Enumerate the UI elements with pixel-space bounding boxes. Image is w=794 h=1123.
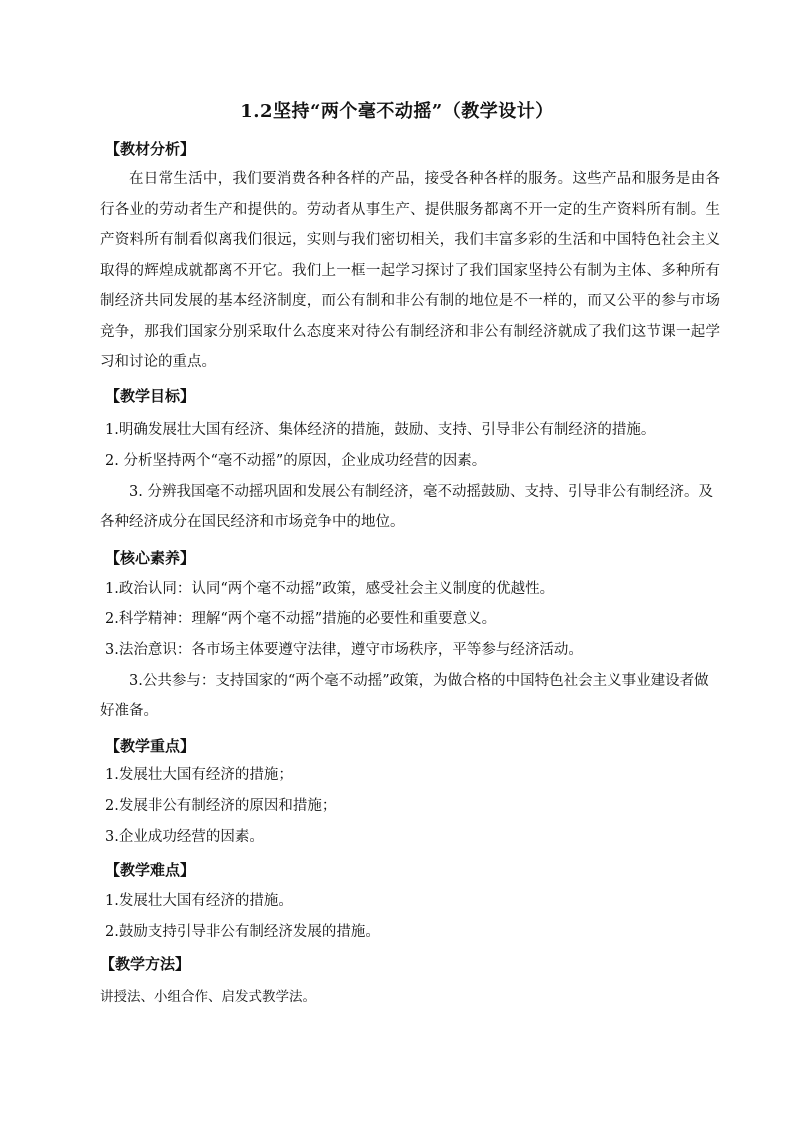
methods-text: 讲授法、小组合作、启发式教学法。	[100, 989, 316, 1005]
heading-analysis: 【教材分析】	[105, 140, 196, 158]
heading-difficulties: 【教学难点】	[105, 861, 196, 879]
literacy-item-4: 3.公共参与：支持国家的“两个毫不动摇”政策，为做合格的中国特色社会主义事业建设者做好准备。	[100, 673, 709, 719]
key-point-item-1: 1.发展壮大国有经济的措施；	[105, 767, 293, 783]
literacy-item-2: 2.科学精神：理解“两个毫不动摇”措施的必要性和重要意义。	[105, 611, 497, 627]
goal-item-3: 3. 分辨我国毫不动摇巩固和发展公有制经济，毫不动摇鼓励、支持、引导非公有制经济。及各种经济成分在国民经济和市场竞争中的地位。	[100, 484, 713, 530]
heading-literacy: 【核心素养】	[105, 549, 196, 567]
heading-goals: 【教学目标】	[105, 387, 196, 405]
difficulty-item-2: 2.鼓励支持引导非公有制经济发展的措施。	[105, 924, 380, 940]
analysis-paragraph	[100, 164, 720, 378]
literacy-item-3: 3.法治意识：各市场主体要遵守法律，遵守市场秩序，平等参与经济活动。	[105, 642, 583, 658]
key-point-item-2: 2.发展非公有制经济的原因和措施；	[105, 798, 337, 814]
document-title: 1.2坚持“两个毫不动摇”（教学设计）	[240, 101, 554, 122]
heading-key-points: 【教学重点】	[105, 737, 196, 755]
literacy-item-1: 1.政治认同：认同“两个毫不动摇”政策，感受社会主义制度的优越性。	[105, 581, 555, 597]
key-point-item-3: 3.企业成功经营的因素。	[105, 829, 264, 845]
heading-methods: 【教学方法】	[100, 955, 191, 973]
goal-item-2: 2. 分析坚持两个“毫不动摇”的原因，企业成功经营的因素。	[105, 453, 487, 469]
difficulty-item-1: 1.发展壮大国有经济的措施。	[105, 893, 293, 909]
analysis-text: 在日常生活中，我们要消费各种各样的产品，接受各种各样的服务。这些产品和服务是由各行各业的劳动者生产和提供的。劳动者从事生产、提供服务都离不开一定的生产资料所有制。生产资料所有制看似离我们很远，实则与我们密切相关，我们丰富多彩的生活和中国特色社会主义取得的辉煌成就都离不开它。我们上一框一起学习探讨了我们国家坚持公有制为主体、多种所有制经济共同发展的基本经济制度，而公有制和非公有制的地位是不一样的，而又公平的参与市场竞争，那我们国家分别采取什么态度来对待公有制经济和非公有制经济就成了我们这节课一起学习和讨论的重点。	[100, 171, 720, 370]
goal-item-1: 1.明确发展壮大国有经济、集体经济的措施，鼓励、支持、引导非公有制经济的措施。	[105, 422, 656, 438]
